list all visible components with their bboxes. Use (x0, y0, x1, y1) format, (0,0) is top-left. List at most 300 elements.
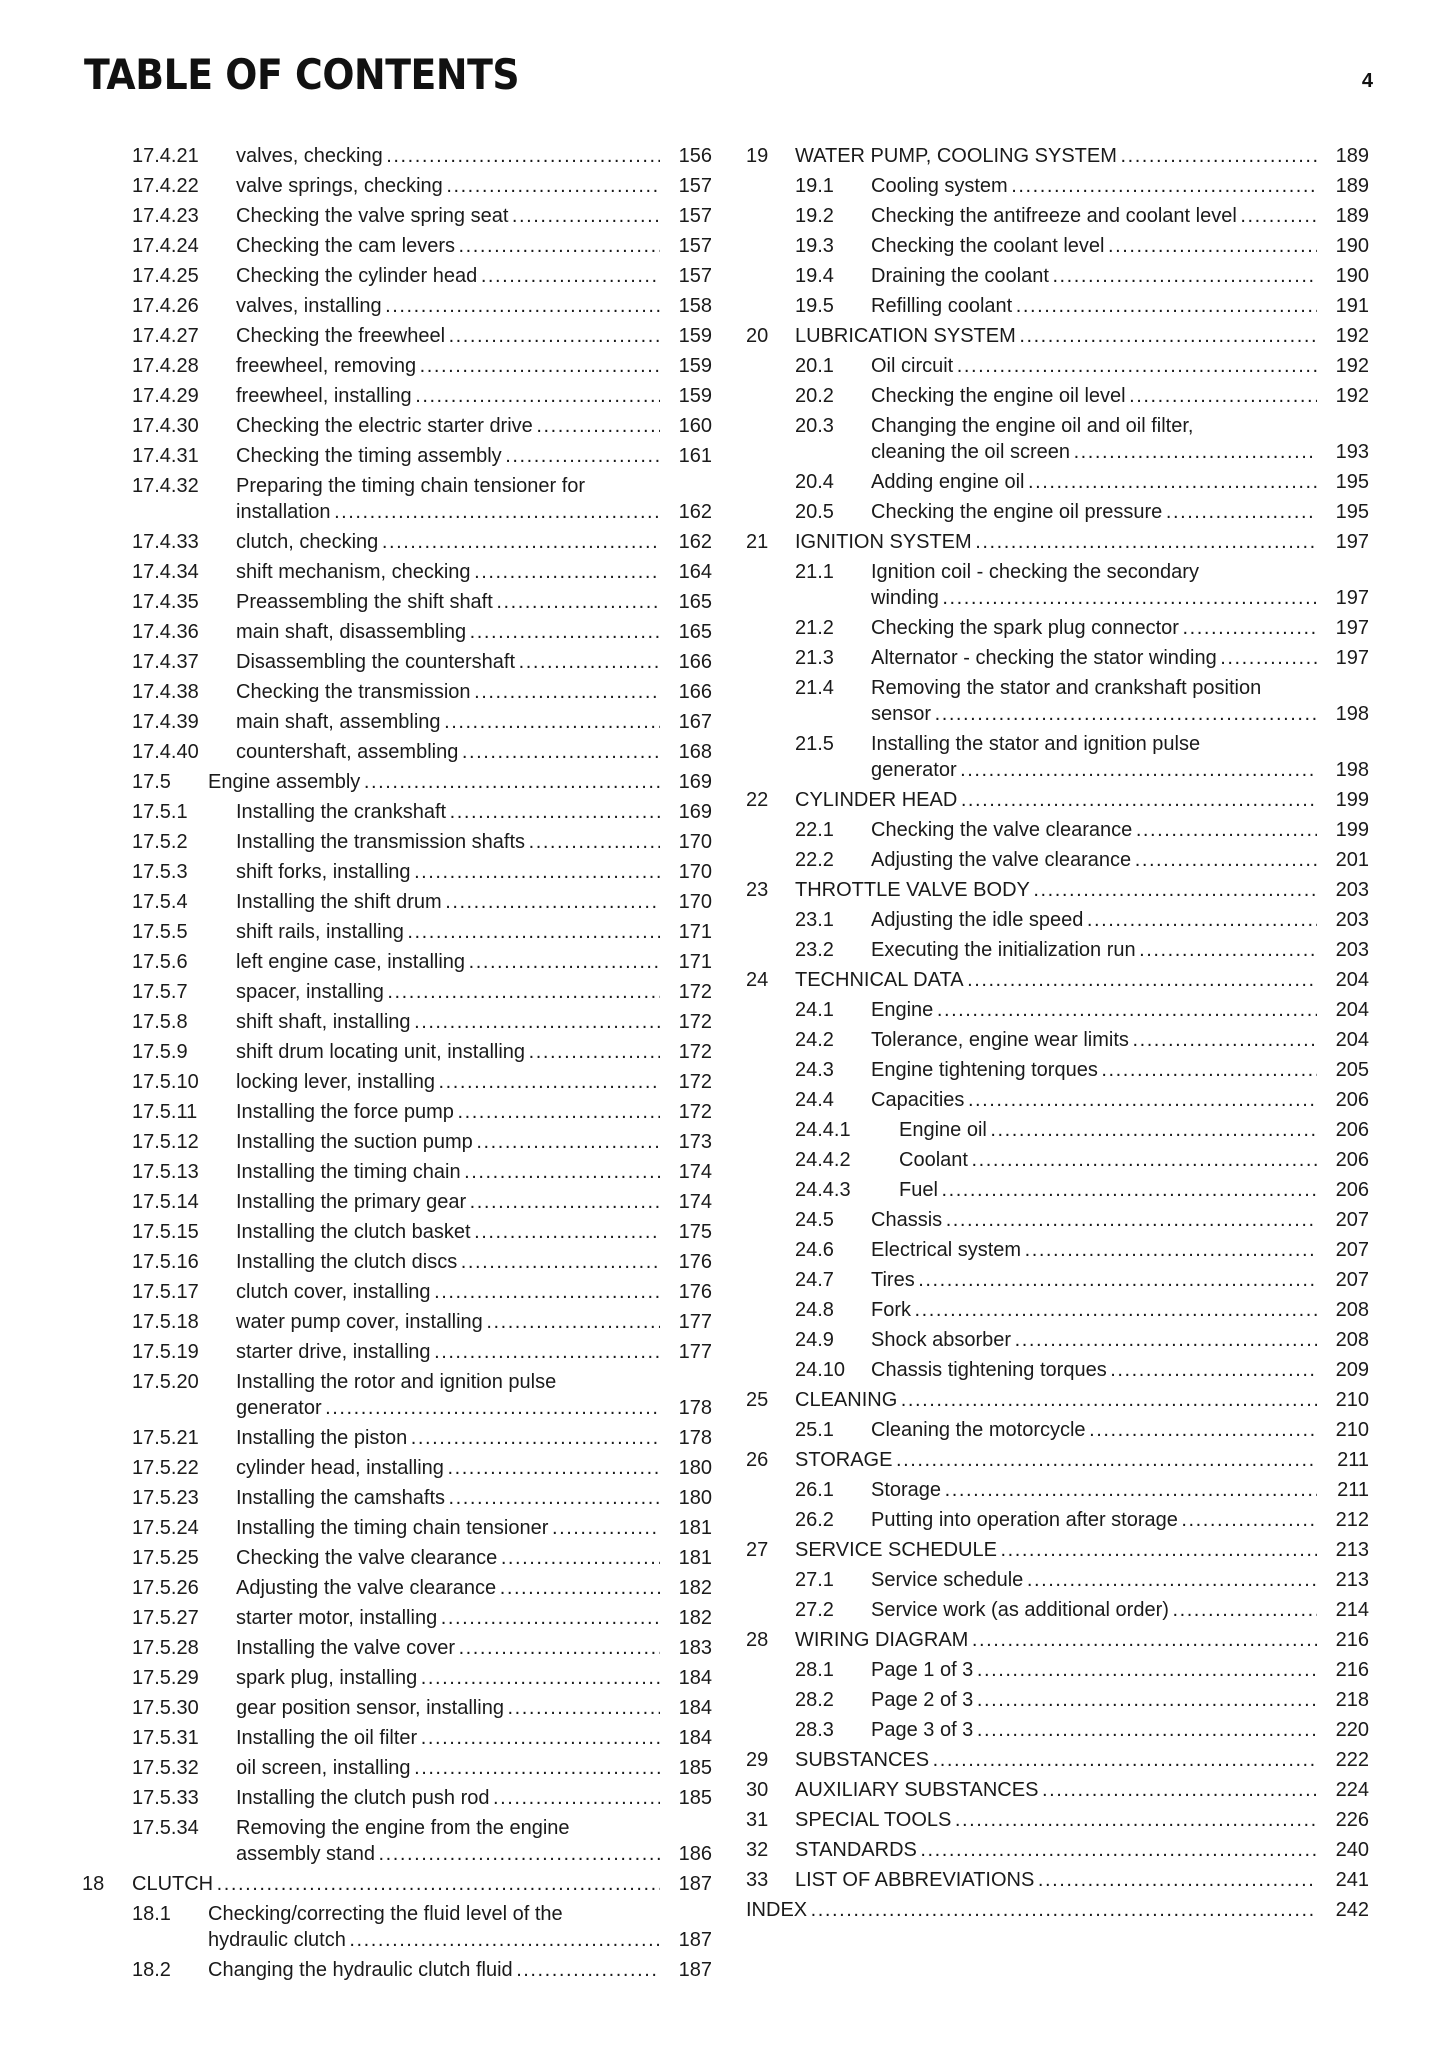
toc-entry-title: Removing the engine from the engine (236, 1817, 570, 1839)
toc-entry-title: Checking the engine oil level . . . (746, 383, 1317, 409)
toc-entry-number: 27.1 (795, 1569, 834, 1591)
toc-entry-page: 195 (1335, 501, 1369, 523)
toc-entry-page: 192 (1335, 325, 1369, 347)
toc-entry-number: 17.5.27 (132, 1607, 199, 1629)
toc-entry-page: 161 (678, 445, 712, 467)
toc-entry-number: 22.1 (795, 819, 834, 841)
toc-entry[interactable] (82, 383, 712, 409)
toc-entry-page: 242 (1335, 1899, 1369, 1921)
toc-entry[interactable] (82, 1339, 712, 1365)
toc-entry-page: 166 (678, 681, 712, 703)
toc-entry[interactable] (746, 203, 1369, 229)
toc-entry[interactable] (82, 739, 712, 765)
toc-entry-number: 17.4.37 (132, 651, 199, 673)
toc-entry-page: 199 (1335, 819, 1369, 841)
toc-entry-title: CLUTCH . . . (82, 1871, 660, 1897)
toc-entry-page: 175 (678, 1221, 712, 1243)
toc-left-column (82, 143, 712, 1987)
toc-entry[interactable] (746, 353, 1369, 379)
toc-entry-title: Electrical system . . . (746, 1237, 1317, 1263)
toc-entry-title: valve springs, checking . . . (82, 173, 660, 199)
toc-entry[interactable] (746, 1627, 1369, 1653)
toc-entry[interactable] (746, 1867, 1369, 1893)
toc-entry-title: Changing the engine oil and oil filter, (871, 415, 1194, 437)
toc-entry-title: WIRING DIAGRAM . . . (746, 1627, 1317, 1653)
toc-entry[interactable] (746, 1687, 1369, 1713)
toc-entry-page: 220 (1335, 1719, 1369, 1741)
toc-entry[interactable] (746, 877, 1369, 903)
toc-entry[interactable] (82, 919, 712, 945)
toc-entry[interactable] (82, 799, 712, 825)
toc-entry[interactable] (82, 1219, 712, 1245)
toc-entry[interactable] (82, 1695, 712, 1721)
toc-entry-page: 206 (1335, 1119, 1369, 1141)
toc-entry[interactable] (746, 997, 1369, 1023)
toc-entry-number: 21.3 (795, 647, 834, 669)
toc-entry[interactable] (746, 1177, 1369, 1203)
toc-entry[interactable] (746, 1567, 1369, 1593)
toc-entry-page: 181 (678, 1517, 712, 1539)
toc-entry[interactable] (82, 1485, 712, 1511)
toc-entry-title: installation . . . (82, 499, 660, 525)
toc-entry[interactable] (82, 529, 712, 555)
toc-entry-title: Executing the initialization run . . . (746, 937, 1317, 963)
toc-entry[interactable] (746, 1657, 1369, 1683)
toc-entry[interactable] (746, 1777, 1369, 1803)
toc-entry-page: 182 (678, 1577, 712, 1599)
toc-entry-number: 17.4.30 (132, 415, 199, 437)
toc-entry-title: LUBRICATION SYSTEM . . . (746, 323, 1317, 349)
toc-entry-number: 24.6 (795, 1239, 834, 1261)
toc-entry[interactable] (746, 1087, 1369, 1113)
toc-entry[interactable] (82, 1425, 712, 1451)
toc-entry-page: 172 (678, 1041, 712, 1063)
toc-entry[interactable] (746, 559, 1369, 611)
toc-entry-page: 203 (1335, 879, 1369, 901)
toc-entry[interactable] (746, 1417, 1369, 1443)
toc-entry[interactable] (82, 353, 712, 379)
toc-entry-title: Checking the antifreeze and coolant level . . . (746, 203, 1317, 229)
toc-entry[interactable] (746, 1297, 1369, 1323)
toc-entry-title: Engine assembly . . . (82, 769, 660, 795)
toc-entry-page: 185 (678, 1787, 712, 1809)
toc-entry-number: 24.4.1 (795, 1119, 851, 1141)
toc-entry-number: 20.4 (795, 471, 834, 493)
toc-entry-number: 24.5 (795, 1209, 834, 1231)
toc-entry[interactable] (82, 1249, 712, 1275)
toc-entry-number: 20.2 (795, 385, 834, 407)
toc-entry-title: clutch cover, installing . . . (82, 1279, 660, 1305)
toc-entry-number: 18.2 (132, 1959, 171, 1981)
toc-entry[interactable] (746, 323, 1369, 349)
toc-entry-title: Installing the valve cover . . . (82, 1635, 660, 1661)
toc-entry[interactable] (82, 1099, 712, 1125)
toc-entry-title: Page 1 of 3 . . . (746, 1657, 1317, 1683)
toc-entry[interactable] (746, 967, 1369, 993)
toc-entry-title: Installing the piston . . . (82, 1425, 660, 1451)
toc-entry-page: 184 (678, 1727, 712, 1749)
toc-entry-number: 17.4.28 (132, 355, 199, 377)
toc-entry-page: 199 (1335, 789, 1369, 811)
toc-entry-title: spacer, installing . . . (82, 979, 660, 1005)
toc-entry[interactable] (82, 473, 712, 525)
toc-entry[interactable] (82, 413, 712, 439)
toc-entry[interactable] (82, 1815, 712, 1867)
toc-entry-page: 170 (678, 831, 712, 853)
toc-entry-page: 224 (1335, 1779, 1369, 1801)
toc-entry[interactable] (746, 1447, 1369, 1473)
toc-entry[interactable] (746, 143, 1369, 169)
toc-entry-number: 17.5.13 (132, 1161, 199, 1183)
toc-entry-title: IGNITION SYSTEM . . . (746, 529, 1317, 555)
toc-entry[interactable] (746, 1717, 1369, 1743)
toc-entry[interactable] (746, 1207, 1369, 1233)
toc-entry[interactable] (746, 645, 1369, 671)
toc-entry-page: 166 (678, 651, 712, 673)
toc-entry-title: Preparing the timing chain tensioner for (236, 475, 586, 497)
toc-entry[interactable] (82, 323, 712, 349)
toc-entry-page: 162 (678, 531, 712, 553)
toc-entry-page: 240 (1335, 1839, 1369, 1861)
toc-entry-page: 212 (1335, 1509, 1369, 1531)
toc-entry[interactable] (82, 559, 712, 585)
toc-entry[interactable] (746, 1117, 1369, 1143)
toc-entry-number: 17.5.28 (132, 1637, 199, 1659)
toc-right-column (746, 143, 1369, 1927)
toc-entry[interactable] (746, 1597, 1369, 1623)
toc-entry-number: 17.5.1 (132, 801, 188, 823)
toc-entry[interactable] (82, 769, 712, 795)
toc-entry[interactable] (82, 443, 712, 469)
toc-entry-page: 209 (1335, 1359, 1369, 1381)
toc-entry[interactable] (746, 1537, 1369, 1563)
toc-entry-number: 17.5.23 (132, 1487, 199, 1509)
toc-entry-title: Installing the clutch basket . . . (82, 1219, 660, 1245)
toc-entry-title: main shaft, disassembling . . . (82, 619, 660, 645)
toc-entry[interactable] (746, 1027, 1369, 1053)
toc-entry[interactable] (746, 413, 1369, 465)
toc-entry-title: WATER PUMP, COOLING SYSTEM . . . (746, 143, 1317, 169)
toc-entry[interactable] (746, 1807, 1369, 1833)
toc-entry-number: 25 (746, 1389, 769, 1411)
toc-entry-title: Chassis . . . (746, 1207, 1317, 1233)
toc-entry[interactable] (82, 1785, 712, 1811)
toc-entry-title: Adjusting the valve clearance . . . (82, 1575, 660, 1601)
toc-entry-page: 207 (1335, 1209, 1369, 1231)
toc-entry-page: 204 (1335, 1029, 1369, 1051)
toc-entry-page: 192 (1335, 355, 1369, 377)
toc-entry[interactable] (82, 173, 712, 199)
toc-entry-number: 31 (746, 1809, 769, 1831)
toc-entry-title: SUBSTANCES . . . (746, 1747, 1317, 1773)
toc-entry-title: Checking the electric starter drive . . . (82, 413, 660, 439)
toc-entry[interactable] (82, 1635, 712, 1661)
toc-entry-title: shift mechanism, checking . . . (82, 559, 660, 585)
toc-entry-page: 183 (678, 1637, 712, 1659)
toc-entry[interactable] (746, 787, 1369, 813)
toc-entry-page: 170 (678, 861, 712, 883)
toc-entry[interactable] (82, 679, 712, 705)
toc-entry[interactable] (82, 1871, 712, 1897)
toc-entry[interactable] (746, 675, 1369, 727)
toc-entry-title: generator . . . (82, 1395, 660, 1421)
toc-entry[interactable] (746, 907, 1369, 933)
toc-entry-title: Installing the suction pump . . . (82, 1129, 660, 1155)
toc-entry-page: 178 (678, 1397, 712, 1419)
toc-entry-title: hydraulic clutch . . . (82, 1927, 660, 1953)
toc-entry-page: 159 (678, 325, 712, 347)
toc-entry-title: locking lever, installing . . . (82, 1069, 660, 1095)
toc-entry[interactable] (82, 1957, 712, 1983)
toc-entry-number: 24.7 (795, 1269, 834, 1291)
toc-entry-page: 157 (678, 265, 712, 287)
toc-entry-title: Engine tightening torques . . . (746, 1057, 1317, 1083)
toc-entry-number: 17.5.9 (132, 1041, 188, 1063)
toc-entry-title: SPECIAL TOOLS . . . (746, 1807, 1317, 1833)
toc-entry-title: Installing the shift drum . . . (82, 889, 660, 915)
toc-entry[interactable] (82, 233, 712, 259)
toc-entry-page: 185 (678, 1757, 712, 1779)
toc-entry[interactable] (746, 293, 1369, 319)
toc-entry[interactable] (82, 829, 712, 855)
toc-entry-page: 203 (1335, 939, 1369, 961)
toc-entry-title: Engine . . . (746, 997, 1317, 1023)
toc-entry[interactable] (82, 263, 712, 289)
toc-entry-title: clutch, checking . . . (82, 529, 660, 555)
toc-entry-title: TECHNICAL DATA . . . (746, 967, 1317, 993)
toc-entry[interactable] (746, 1747, 1369, 1773)
toc-entry[interactable] (82, 1159, 712, 1185)
toc-entry-number: 17.5.32 (132, 1757, 199, 1779)
toc-entry[interactable] (82, 1575, 712, 1601)
toc-entry[interactable] (746, 1897, 1369, 1923)
toc-entry[interactable] (746, 1357, 1369, 1383)
toc-entry-page: 216 (1335, 1629, 1369, 1651)
toc-entry[interactable] (82, 589, 712, 615)
toc-entry-page: 176 (678, 1281, 712, 1303)
toc-entry[interactable] (746, 529, 1369, 555)
toc-entry[interactable] (746, 1387, 1369, 1413)
toc-entry-number: 17.5.15 (132, 1221, 199, 1243)
toc-entry-title: Adjusting the idle speed . . . (746, 907, 1317, 933)
toc-entry-page: 197 (1335, 647, 1369, 669)
toc-entry-number: 17.5.30 (132, 1697, 199, 1719)
toc-entry-number: 17.5.34 (132, 1817, 199, 1839)
toc-entry-number: 27 (746, 1539, 769, 1561)
toc-entry[interactable] (82, 1189, 712, 1215)
toc-entry-page: 159 (678, 355, 712, 377)
toc-entry-page: 171 (678, 921, 712, 943)
toc-entry-number: 17.5.11 (132, 1101, 198, 1123)
toc-entry-number: 17.5.14 (132, 1191, 199, 1213)
toc-entry[interactable] (746, 1477, 1369, 1503)
toc-entry-number: 17.4.22 (132, 175, 199, 197)
toc-entry[interactable] (746, 263, 1369, 289)
toc-entry-title: CLEANING . . . (746, 1387, 1317, 1413)
toc-entry[interactable] (82, 1665, 712, 1691)
toc-entry[interactable] (82, 1755, 712, 1781)
toc-entry-page: 211 (1337, 1449, 1369, 1471)
toc-entry[interactable] (746, 173, 1369, 199)
toc-entry-page: 172 (678, 981, 712, 1003)
toc-entry-title: STORAGE . . . (746, 1447, 1317, 1473)
toc-entry-title: Coolant . . . (746, 1147, 1317, 1173)
toc-entry-title: Chassis tightening torques . . . (746, 1357, 1317, 1383)
toc-entry[interactable] (746, 615, 1369, 641)
toc-entry-title: generator . . . (746, 757, 1317, 783)
toc-entry-page: 169 (678, 771, 712, 793)
toc-entry-number: 20.5 (795, 501, 834, 523)
toc-entry[interactable] (82, 619, 712, 645)
toc-entry[interactable] (82, 1515, 712, 1541)
toc-entry-number: 17.4.23 (132, 205, 199, 227)
toc-entry[interactable] (82, 1369, 712, 1421)
toc-entry-page: 198 (1335, 703, 1369, 725)
toc-entry-title: starter drive, installing . . . (82, 1339, 660, 1365)
toc-entry-title: LIST OF ABBREVIATIONS . . . (746, 1867, 1317, 1893)
toc-entry[interactable] (746, 937, 1369, 963)
toc-entry[interactable] (746, 817, 1369, 843)
toc-entry-page: 189 (1335, 175, 1369, 197)
toc-entry-page: 178 (678, 1427, 712, 1449)
toc-entry-number: 17.4.29 (132, 385, 199, 407)
toc-entry-title: Page 2 of 3 . . . (746, 1687, 1317, 1713)
toc-entry[interactable] (82, 979, 712, 1005)
toc-entry-page: 156 (678, 145, 712, 167)
toc-entry-title: Installing the timing chain tensioner . . . (82, 1515, 660, 1541)
toc-entry[interactable] (82, 1605, 712, 1631)
toc-entry-title: Checking the cylinder head . . . (82, 263, 660, 289)
toc-entry[interactable] (746, 469, 1369, 495)
toc-entry[interactable] (82, 1725, 712, 1751)
toc-entry-page: 213 (1335, 1539, 1369, 1561)
toc-entry[interactable] (82, 1455, 712, 1481)
toc-entry-page: 197 (1335, 531, 1369, 553)
toc-entry[interactable] (746, 499, 1369, 525)
toc-entry-page: 173 (678, 1131, 712, 1153)
toc-entry-number: 19.3 (795, 235, 834, 257)
toc-entry-number: 17.5.7 (132, 981, 188, 1003)
toc-entry[interactable] (82, 1129, 712, 1155)
toc-entry-number: 22 (746, 789, 769, 811)
toc-entry-page: 205 (1335, 1059, 1369, 1081)
toc-entry-title: freewheel, installing . . . (82, 383, 660, 409)
toc-entry[interactable] (82, 859, 712, 885)
toc-entry-number: 17.4.31 (132, 445, 199, 467)
toc-entry[interactable] (82, 1039, 712, 1065)
toc-entry-page: 165 (678, 591, 712, 613)
toc-entry-page: 164 (678, 561, 712, 583)
toc-entry[interactable] (746, 1057, 1369, 1083)
toc-entry-number: 17.5.10 (132, 1071, 199, 1093)
toc-entry-number: 17.5.2 (132, 831, 188, 853)
toc-entry-page: 157 (678, 235, 712, 257)
toc-entry[interactable] (82, 1069, 712, 1095)
toc-entry-page: 191 (1335, 295, 1369, 317)
toc-entry[interactable] (82, 889, 712, 915)
toc-entry-page: 206 (1335, 1179, 1369, 1201)
toc-entry-number: 18.1 (132, 1903, 171, 1925)
toc-entry-page: 159 (678, 385, 712, 407)
toc-entry-page: 195 (1335, 471, 1369, 493)
toc-entry-title: Shock absorber . . . (746, 1327, 1317, 1353)
toc-entry[interactable] (746, 1327, 1369, 1353)
toc-entry-page: 208 (1335, 1299, 1369, 1321)
toc-entry[interactable] (746, 1267, 1369, 1293)
toc-entry-page: 206 (1335, 1089, 1369, 1111)
toc-entry[interactable] (82, 709, 712, 735)
toc-entry-title: Fork . . . (746, 1297, 1317, 1323)
toc-entry[interactable] (82, 1009, 712, 1035)
toc-entry-page: 187 (678, 1959, 712, 1981)
toc-entry-number: 17.4.33 (132, 531, 199, 553)
toc-entry-title: Installing the primary gear . . . (82, 1189, 660, 1215)
toc-entry[interactable] (746, 383, 1369, 409)
toc-entry[interactable] (746, 731, 1369, 783)
toc-entry-number: 32 (746, 1839, 769, 1861)
toc-entry-page: 201 (1335, 849, 1369, 871)
toc-entry[interactable] (82, 649, 712, 675)
toc-entry[interactable] (82, 949, 712, 975)
toc-entry[interactable] (82, 293, 712, 319)
toc-entry-number: 19.2 (795, 205, 834, 227)
toc-entry-number: 26.2 (795, 1509, 834, 1531)
toc-entry-number: 17.5.22 (132, 1457, 199, 1479)
toc-entry-title: Checking the engine oil pressure . . . (746, 499, 1317, 525)
toc-entry[interactable] (746, 1237, 1369, 1263)
toc-entry[interactable] (746, 233, 1369, 259)
page-number: 4 (1361, 70, 1373, 92)
toc-entry-number: 17.5.20 (132, 1371, 199, 1393)
toc-entry-number: 24.4 (795, 1089, 834, 1111)
toc-entry-number: 17.5.25 (132, 1547, 199, 1569)
toc-entry-number: 24.3 (795, 1059, 834, 1081)
toc-entry-page: 177 (678, 1341, 712, 1363)
toc-entry[interactable] (746, 847, 1369, 873)
toc-entry-title: Checking the cam levers . . . (82, 233, 660, 259)
toc-entry-title: Draining the coolant . . . (746, 263, 1317, 289)
toc-entry-number: 17.5.5 (132, 921, 188, 943)
toc-entry[interactable] (82, 1901, 712, 1953)
toc-entry-number: 28 (746, 1629, 769, 1651)
toc-entry-page: 241 (1335, 1869, 1369, 1891)
toc-entry-title: assembly stand . . . (82, 1841, 660, 1867)
toc-entry[interactable] (82, 203, 712, 229)
toc-entry-page: 204 (1335, 999, 1369, 1021)
toc-entry[interactable] (82, 1279, 712, 1305)
toc-entry-number: 17.5 (132, 771, 171, 793)
toc-entry[interactable] (746, 1147, 1369, 1173)
toc-entry-number: 26 (746, 1449, 769, 1471)
toc-entry-page: 158 (678, 295, 712, 317)
toc-entry-number: 17.4.36 (132, 621, 199, 643)
toc-entry[interactable] (746, 1837, 1369, 1863)
toc-entry-number: 30 (746, 1779, 769, 1801)
toc-entry-number: 23.2 (795, 939, 834, 961)
toc-entry[interactable] (82, 1545, 712, 1571)
toc-entry[interactable] (746, 1507, 1369, 1533)
toc-entry-page: 216 (1335, 1659, 1369, 1681)
toc-entry-number: 23 (746, 879, 769, 901)
toc-entry-number: 17.5.17 (132, 1281, 199, 1303)
toc-entry-number: 17.5.24 (132, 1517, 199, 1539)
toc-entry[interactable] (82, 143, 712, 169)
toc-entry-title: cleaning the oil screen . . . (746, 439, 1317, 465)
toc-entry[interactable] (82, 1309, 712, 1335)
toc-entry-page: 207 (1335, 1269, 1369, 1291)
toc-entry-title: freewheel, removing . . . (82, 353, 660, 379)
toc-entry-page: 182 (678, 1607, 712, 1629)
